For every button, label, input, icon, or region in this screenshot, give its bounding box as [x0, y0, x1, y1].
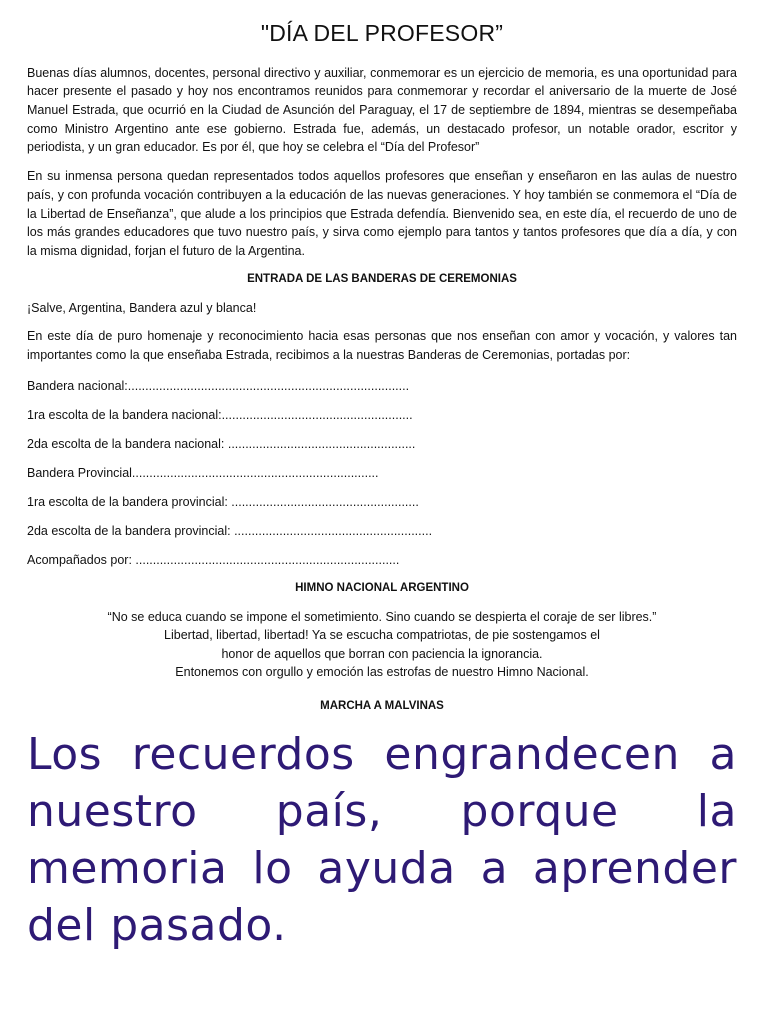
banderas-heading: ENTRADA DE LAS BANDERAS DE CEREMONIAS: [247, 272, 517, 285]
quote-line: “No se educa cuando se impone el sometimiento. Sino cuando se despierta el coraje de ser libres.”: [107, 609, 657, 624]
bandera-provincial-line: Bandera Provincial.......................................................................: [27, 465, 379, 480]
banderas-intro: En este día de puro homenaje y reconocimiento hacia esas personas que nos enseñan con amor y vocación, y valores tan importantes como la que enseñaba Estrada, recibimos a la nuestras Banderas de Ceremonias, portadas por:: [27, 329, 737, 363]
malvinas-heading: MARCHA A MALVINAS: [320, 699, 444, 712]
tribute-paragraph: En su inmensa persona quedan representados todos aquellos profesores que enseñan y enseñaron en las aulas de nuestro país, y con profunda vocación contribuyen a la educación de las nuevas generaciones. Y hoy también se conmemora el “Día de la Libertad de Enseñanza”, que alude a los principios que Estrada defendía. Bienvenido sea, en este día, el recuerdo de uno de los más grandes educadores que tuvo nuestro país, y sirva como ejemplo para tantos y tantos profesores que día a día, y con la misma dignidad, forjan el futuro de la Argentina.: [27, 169, 737, 258]
escolta-1-provincial-line: 1ra escolta de la bandera provincial: ......................................................: [27, 494, 419, 509]
quote-line: Libertad, libertad, libertad! Ya se escucha compatriotas, de pie sostengamos el: [164, 628, 600, 643]
quote-line: Entonemos con orgullo y emoción las estrofas de nuestro Himno Nacional.: [175, 665, 589, 680]
escolta-2-nacional-line: 2da escolta de la bandera nacional: ......................................................: [27, 436, 416, 451]
escolta-1-nacional-line: 1ra escolta de la bandera nacional:.......................................................: [27, 407, 413, 422]
bandera-nacional-line: Bandera nacional:.................................................................................: [27, 378, 410, 393]
document-page: [27, 20, 737, 954]
acompanados-line: Acompañados por: ............................................................................: [27, 552, 400, 567]
salute-line: ¡Salve, Argentina, Bandera azul y blanca!: [27, 300, 257, 315]
memory-statement: Los recuerdos engrandecen a nuestro país, porque la memoria lo ayuda a aprender del pasado.: [27, 728, 737, 951]
escolta-2-provincial-line: 2da escolta de la bandera provincial: .........................................................: [27, 523, 433, 538]
quote-line: honor de aquellos que borran con paciencia la ignorancia.: [221, 646, 543, 661]
himno-heading: HIMNO NACIONAL ARGENTINO: [295, 581, 469, 594]
himno-quote: [27, 608, 737, 682]
page-title: "DÍA DEL PROFESOR”: [260, 20, 504, 46]
intro-paragraph: Buenas días alumnos, docentes, personal directivo y auxiliar, conmemorar es un ejercicio de memoria, es una oportunidad para hacer presente el pasado y hoy nos encontramos reunidos para conmemorar y recordar el aniversario de la muerte de José Manuel Estrada, que ocurrió en la Ciudad de Asunción del Paraguay, el 17 de septiembre de 1894, mientras se desempeñaba como Ministro Argentino ante ese gobierno. Estrada fue, además, un destacado profesor, un notable orador, escritor y periodista, y un gran educador. Es por él, que hoy se celebra el “Día del Profesor”: [27, 65, 737, 155]
